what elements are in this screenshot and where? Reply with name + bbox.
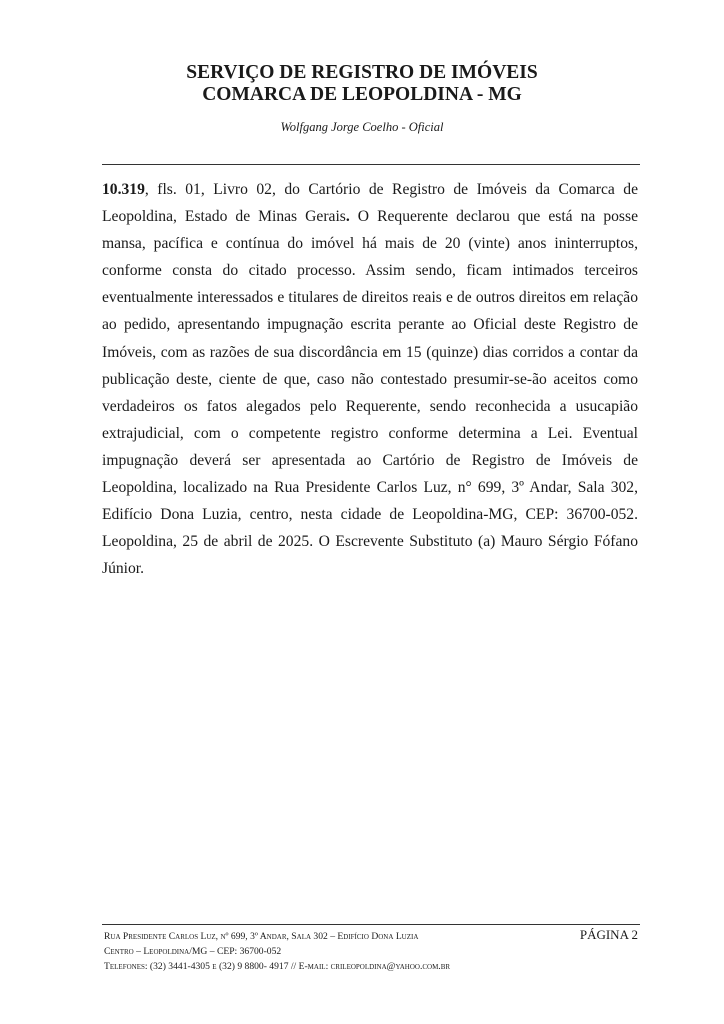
document-header	[0, 62, 724, 135]
bold-period: .	[345, 208, 350, 226]
official-name: Wolfgang Jorge Coelho - Oficial	[280, 120, 444, 134]
comarca-title: COMARCA DE LEOPOLDINA - MG	[202, 84, 522, 105]
footer-contact: Telefones: (32) 3441-4305 e (32) 9 8800- 4917 // E-mail: crileopoldina@yahoo.com.br	[104, 961, 451, 972]
notice-body	[102, 176, 638, 582]
document-footer	[104, 929, 638, 974]
registration-number: 10.319	[102, 181, 145, 198]
registry-title: SERVIÇO DE REGISTRO DE IMÓVEIS	[186, 62, 538, 83]
body-part-2: O Requerente declarou que está na posse mansa, pacífica e contínua do imóvel há mais de 20 (vinte) anos ininterruptos, conforme consta do citado processo. Assim sendo, ficam intimados terceiros eventualmente interessados e titulares de direitos reais e de outros direitos em relação ao pedido, apresentando impugnação escrita perante ao Oficial deste Registro de Imóveis, com as razões de sua discordância em 15 (quinze) dias corridos a contar da publicação deste, ciente de que, caso não contestado presumir-se-ão aceitos como verdadeiros os fatos alegados pelo Requerente, sendo reconhecida a usucapião extrajudicial, com o competente registro conforme determina a Lei. Eventual impugnação deverá ser apresentada ao Cartório de Registro de Imóveis de Leopoldina, localizado na Rua Presidente Carlos Luz, n° 699, 3º Andar, Sala 302, Edifício Dona Luzia, centro, nesta cidade de Leopoldina-MG, CEP: 36700-052. Leopoldina, 25 de abril de 2025. O Escrevente Substituto (a) Mauro Sérgio Fófano Júnior.	[102, 208, 638, 578]
footer-city: Centro – Leopoldina/MG – CEP: 36700-052	[104, 946, 282, 957]
page-number: PÁGINA 2	[579, 927, 638, 942]
footer-address: Rua Presidente Carlos Luz, nº 699, 3º Andar, Sala 302 – Edifício Dona Luzia	[104, 931, 419, 942]
header-divider	[102, 164, 640, 165]
body-part-1: , fls. 01, Livro 02, do Cartório de Registro de Imóveis da Comarca de Leopoldina, Estado de Minas Gerais	[102, 181, 638, 226]
footer-divider	[102, 924, 640, 925]
